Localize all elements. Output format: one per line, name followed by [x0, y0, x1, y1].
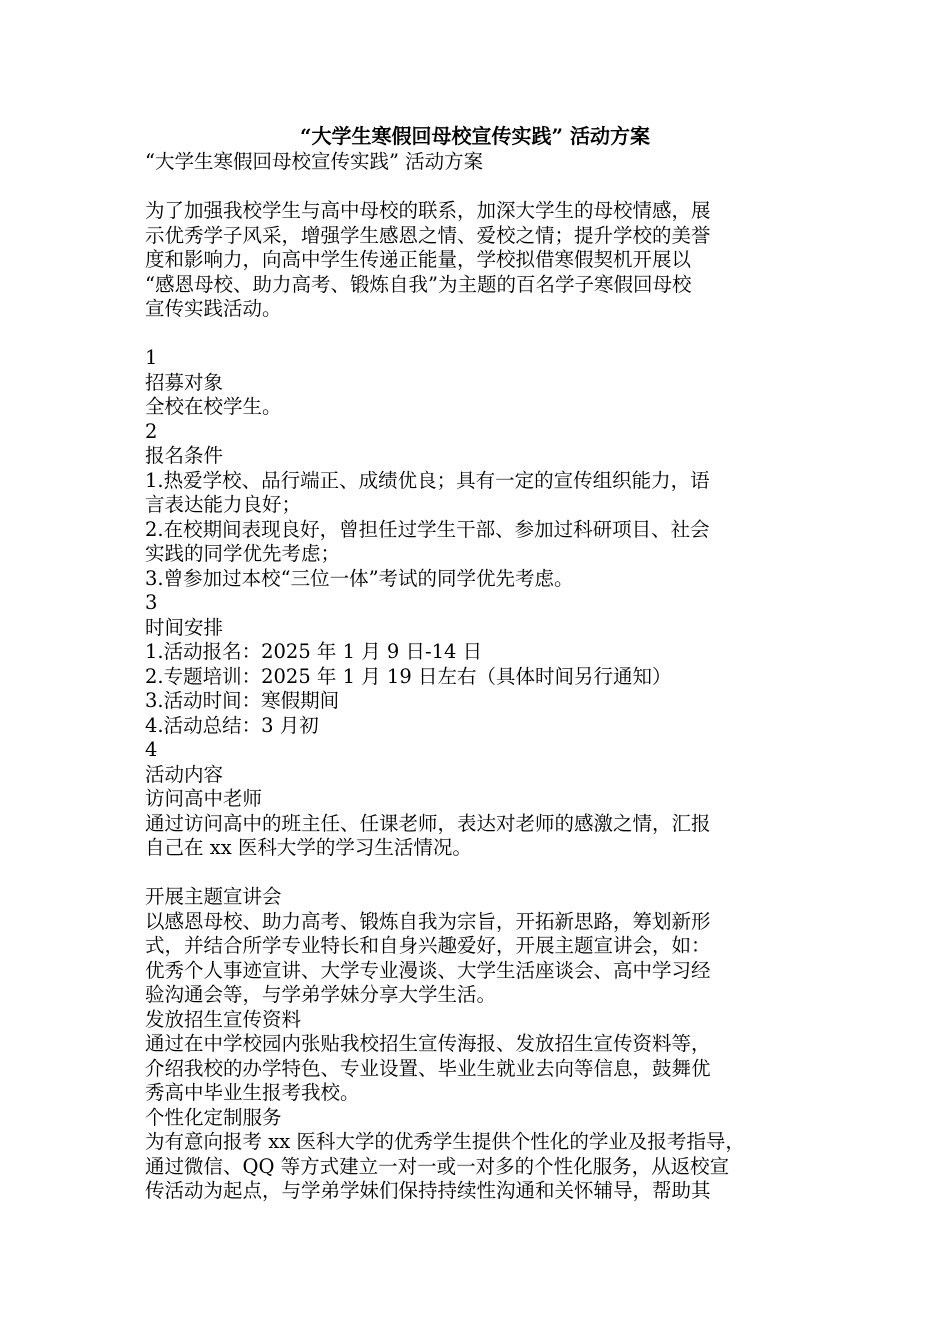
intro-line: 度和影响力，向高中学生传递正能量，学校拟借寒假契机开展以: [145, 248, 692, 271]
subsection-line: 介绍我校的办学特色、专业设置、毕业生就业去向等信息，鼓舞优: [145, 1056, 711, 1080]
section-line: 1.热爱学校、品行端正、成绩优良；具有一定的宣传组织能力，语: [145, 468, 710, 492]
subsection-line: 以感恩母校、助力高考、锻炼自我为宗旨，开拓新思路，筹划新形: [145, 909, 711, 933]
subsection-line: 通过在中学校园内张贴我校招生宣传海报、发放招生宣传资料等，: [145, 1032, 711, 1055]
subsection-line: 为有意向报考 xx 医科大学的优秀学生提供个性化的学业及报考指导，: [145, 1130, 745, 1153]
section-line: 3.活动时间：寒假期间: [145, 689, 340, 712]
subsection-line: 优秀个人事迹宣讲、大学专业漫谈、大学生活座谈会、高中学习经: [145, 958, 711, 982]
intro-line: 宣传实践活动。: [145, 297, 282, 320]
section-heading: 活动内容: [145, 762, 224, 786]
section-heading: 招募对象: [145, 370, 224, 394]
section-number: 2: [145, 419, 158, 443]
section-heading: 时间安排: [145, 615, 224, 639]
blank-line: [145, 861, 825, 886]
subsection-line: 通过微信、QQ 等方式建立一对一或一对多的个性化服务，从返校宣: [145, 1154, 730, 1178]
subsection-line: 传活动为起点，与学弟学妹们保持持续性沟通和关怀辅导，帮助其: [145, 1179, 711, 1202]
document-title: “大学生寒假回母校宣传实践” 活动方案: [300, 124, 650, 148]
section-number: 4: [145, 738, 158, 761]
section-line: 实践的同学优先考虑；: [145, 542, 341, 565]
subsection-line: 自己在 xx 医科大学的学习生活情况。: [145, 836, 472, 859]
subsection-line: 通过访问高中的班主任、任课老师，表达对老师的感激之情，汇报: [145, 811, 711, 835]
section-line: 言表达能力良好；: [145, 493, 302, 516]
section-line: 3.曾参加过本校“三位一体”考试的同学优先考虑。: [145, 566, 574, 590]
section-number: 3: [145, 591, 158, 614]
section-line: 全校在校学生。: [145, 395, 282, 418]
subsection-heading: 开展主题宣讲会: [145, 885, 282, 908]
subsection-heading: 发放招生宣传资料: [145, 1007, 302, 1031]
intro-line: “感恩母校、助力高考、锻炼自我”为主题的百名学子寒假回母校: [145, 272, 692, 296]
section-line: 1.活动报名：2025 年 1 月 9 日-14 日: [145, 640, 483, 663]
subsection-heading: 个性化定制服务: [145, 1105, 282, 1129]
document-subtitle: “大学生寒假回母校宣传实践” 活动方案: [145, 150, 484, 173]
blank-line: [145, 175, 825, 200]
section-line: 4.活动总结：3 月初: [145, 713, 319, 737]
blank-line: [145, 322, 825, 347]
section-line: 2.在校期间表现良好，曾担任过学生干部、参加过科研项目、社会: [145, 517, 710, 541]
subsection-line: 验沟通会等，与学弟学妹分享大学生活。: [145, 983, 497, 1006]
document-body: [145, 150, 825, 1204]
section-line: 2.专题培训：2025 年 1 月 19 日左右（具体时间另行通知）: [145, 664, 672, 688]
section-number: 1: [145, 346, 158, 369]
section-heading: 报名条件: [145, 444, 224, 467]
subsection-heading: 访问高中老师: [145, 787, 263, 810]
intro-line: 示优秀学子风采，增强学生感恩之情、爱校之情；提升学校的美誉: [145, 223, 711, 247]
intro-line: 为了加强我校学生与高中母校的联系，加深大学生的母校情感，展: [145, 199, 711, 222]
subsection-line: 式，并结合所学专业特长和自身兴趣爱好，开展主题宣讲会，如：: [145, 934, 711, 957]
subsection-line: 秀高中毕业生报考我校。: [145, 1081, 360, 1104]
